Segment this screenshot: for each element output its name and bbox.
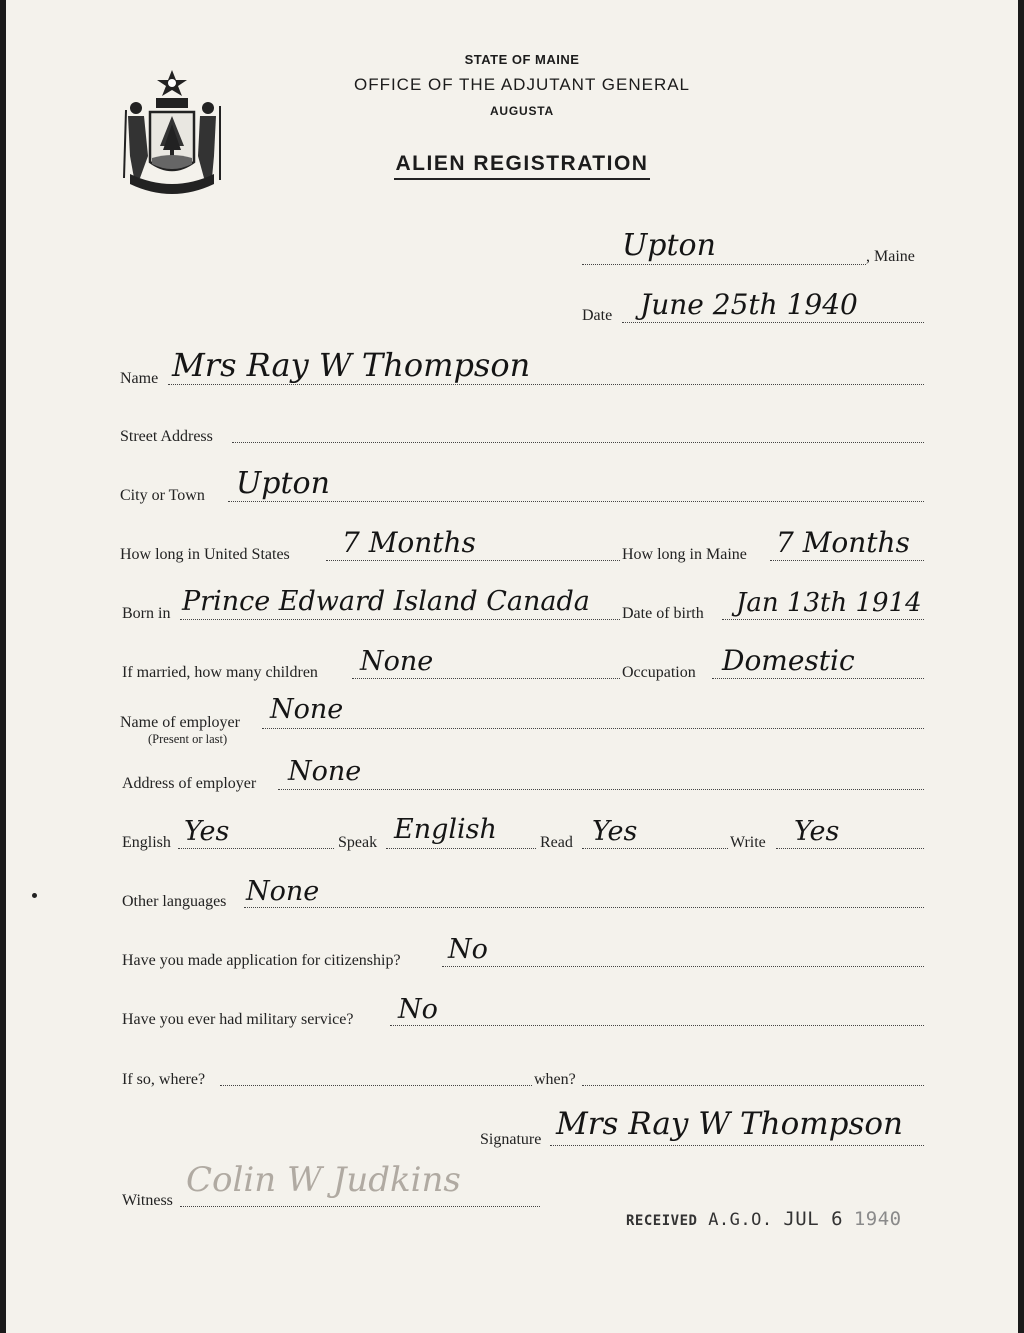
- occupation-value: Domestic: [722, 644, 855, 677]
- speak-label: Speak: [338, 834, 378, 851]
- speak-line: [386, 848, 536, 849]
- english-value: Yes: [184, 816, 230, 847]
- other-languages-value: None: [246, 876, 320, 907]
- scan-edge-right: [1018, 0, 1024, 1333]
- header-office: OFFICE OF THE ADJUTANT GENERAL: [353, 75, 691, 94]
- date-label: Date: [582, 307, 613, 324]
- occupation-line: [712, 678, 924, 679]
- other-languages-label: Other languages: [122, 893, 227, 910]
- how-long-maine-label: How long in Maine: [622, 546, 747, 563]
- occupation-label: Occupation: [622, 664, 696, 681]
- witness-label: Witness: [122, 1192, 173, 1209]
- if-so-where-label: If so, where?: [122, 1071, 206, 1088]
- maine-label: , Maine: [866, 248, 915, 265]
- military-line: [390, 1025, 924, 1026]
- how-long-us-label: How long in United States: [120, 546, 290, 563]
- header-city: AUGUSTA: [489, 104, 555, 118]
- city-line: [228, 501, 924, 502]
- born-in-label: Born in: [122, 605, 171, 622]
- born-in-value: Prince Edward Island Canada: [182, 586, 590, 617]
- received-stamp: [626, 1208, 902, 1230]
- header-state: STATE OF MAINE: [464, 52, 580, 67]
- form-title-text: ALIEN REGISTRATION: [394, 152, 651, 180]
- read-value: Yes: [592, 816, 638, 847]
- name-line: [168, 384, 924, 385]
- employer-label: Name of employer: [120, 714, 240, 731]
- name-value: Mrs Ray W Thompson: [172, 346, 531, 384]
- scan-edge-left: [0, 0, 6, 1333]
- employer-address-label: Address of employer: [122, 775, 257, 792]
- name-label: Name: [120, 370, 159, 387]
- citizenship-line: [442, 966, 924, 967]
- town-line: [582, 264, 866, 265]
- witness-value: Colin W Judkins: [186, 1160, 461, 1200]
- military-label: Have you ever had military service?: [122, 1011, 354, 1028]
- speak-value: English: [394, 814, 497, 845]
- date-line: [622, 322, 924, 323]
- when-line: [582, 1085, 924, 1086]
- children-line: [352, 678, 620, 679]
- form-title: [10, 152, 1024, 176]
- read-line: [582, 848, 728, 849]
- read-label: Read: [540, 834, 573, 851]
- write-label: Write: [730, 834, 766, 851]
- how-long-maine-value: 7 Months: [776, 526, 910, 559]
- employer-line: [262, 728, 924, 729]
- street-label: Street Address: [120, 428, 213, 445]
- stamp-year: 1940: [853, 1208, 902, 1230]
- stamp-office: A.G.O.: [708, 1210, 773, 1230]
- stamp-date: JUL 6: [783, 1208, 844, 1230]
- children-value: None: [360, 646, 434, 677]
- date-of-birth-value: Jan 13th 1914: [736, 588, 922, 618]
- write-value: Yes: [794, 816, 840, 847]
- born-in-line: [180, 619, 620, 620]
- write-line: [776, 848, 924, 849]
- town-value: Upton: [622, 228, 716, 263]
- signature-label: Signature: [480, 1131, 542, 1148]
- witness-line: [180, 1206, 540, 1207]
- how-long-maine-line: [770, 560, 924, 561]
- when-label: when?: [534, 1071, 576, 1088]
- date-value: June 25th 1940: [640, 288, 858, 321]
- signature-line: [550, 1145, 924, 1146]
- citizenship-value: No: [448, 934, 488, 965]
- employer-value: None: [270, 694, 344, 725]
- employer-address-value: None: [288, 756, 362, 787]
- date-of-birth-label: Date of birth: [622, 605, 704, 622]
- other-languages-line: [244, 907, 924, 908]
- city-label: City or Town: [120, 487, 205, 504]
- street-line: [232, 442, 924, 443]
- where-line: [220, 1085, 532, 1086]
- military-value: No: [398, 994, 438, 1025]
- english-line: [178, 848, 334, 849]
- citizenship-label: Have you made application for citizenship?: [122, 952, 401, 969]
- how-long-us-line: [326, 560, 620, 561]
- how-long-us-value: 7 Months: [342, 526, 476, 559]
- english-label: English: [122, 834, 171, 851]
- signature-value: Mrs Ray W Thompson: [556, 1106, 904, 1142]
- employer-address-line: [278, 789, 924, 790]
- employer-note: (Present or last): [148, 732, 228, 746]
- date-of-birth-line: [722, 619, 924, 620]
- city-value: Upton: [236, 466, 330, 501]
- stamp-received: RECEIVED: [626, 1213, 698, 1229]
- punch-mark: [32, 893, 37, 898]
- married-children-label: If married, how many children: [122, 664, 318, 681]
